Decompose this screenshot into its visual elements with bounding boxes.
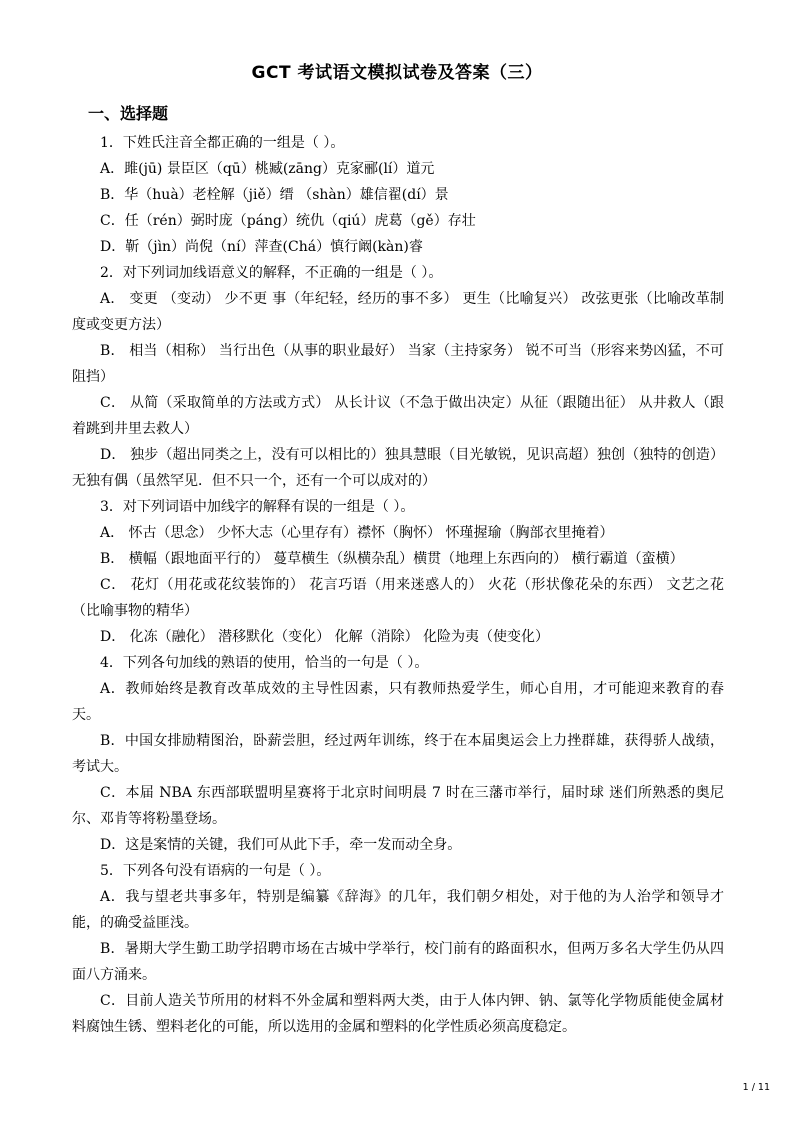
- option-line: B． 横幅（跟地面平行的） 蔓草横生（纵横杂乱）横贯（地理上东西向的） 横行霸道（蛮横）: [100, 551, 684, 567]
- option-line: A． 怀古（思念） 少怀大志（心里存有）襟怀（胸怀） 怀瑾握瑜（胸部衣里掩着）: [100, 525, 614, 541]
- option-line: B．华（huà）老栓解（jiě）缙 （shàn）雄信翟(dí）景: [100, 187, 449, 203]
- option-line: C．本届 NBA 东西部联盟明星赛将于北京时间明晨 7 时在三藩市举行，届时球 迷们所熟悉的奥尼尔、邓肯等将粉墨登场。: [72, 785, 724, 827]
- option-line: A．我与望老共事多年，特别是编纂《辞海》的几年，我们朝夕相处，对于他的为人治学和领导才能，的确受益匪浅。: [72, 889, 724, 931]
- question-line: 3．对下列词语中加线字的解释有误的一组是（ ）。: [100, 499, 415, 515]
- section-heading: 一、选择题: [88, 104, 169, 123]
- option-line: C．目前人造关节所用的材料不外金属和塑料两大类，由于人体内钾、钠、氯等化学物质能使金属材料腐蚀生锈、塑料老化的可能，所以选用的金属和塑料的化学性质必须高度稳定。: [72, 993, 724, 1035]
- option-line: D．这是案情的关键，我们可从此下手，牵一发而动全身。: [100, 837, 462, 853]
- option-line: D．靳（jìn）尚倪（ní）萍查(Chá）慎行阚(kàn)睿: [100, 239, 423, 255]
- document-title: GCT 考试语文模拟试卷及答案（三）: [251, 63, 543, 83]
- question-body: [72, 130, 724, 1040]
- question-line: 4．下列各句加线的熟语的使用，恰当的一句是（ ）。: [100, 655, 429, 671]
- option-line: C．任（rén）弼时庞（páng）统仇（qiú）虎葛（gě）存壮: [100, 213, 476, 229]
- option-line: C． 从简（采取简单的方法或方式） 从长计议（不急于做出决定）从征（跟随出征） 从井救人（跟着跳到井里去救人）: [72, 395, 724, 437]
- option-line: A．雎(jū) 景臣区（qū）桃臧(zāng）克家郦(lí）道元: [100, 161, 435, 177]
- option-line: B．中国女排励精图治，卧薪尝胆，经过两年训练，终于在本届奥运会上力挫群雄，获得骄人战绩，考试大。: [72, 733, 724, 775]
- option-line: D． 化冻（融化） 潜移默化（变化） 化解（消除） 化险为夷（使变化）: [100, 629, 550, 645]
- option-line: C． 花灯（用花或花纹装饰的） 花言巧语（用来迷惑人的） 火花（形状像花朵的东西） 文艺之花（比喻事物的精华）: [72, 577, 724, 619]
- option-line: B． 相当（相称） 当行出色（从事的职业最好） 当家（主持家务） 锐不可当（形容来势凶猛，不可阻挡）: [72, 343, 724, 385]
- question-line: 5．下列各句没有语病的一句是（ ）。: [100, 863, 331, 879]
- question-line: 2．对下列词加线语意义的解释，不正确的一组是（ ）。: [100, 265, 443, 281]
- option-line: D． 独步（超出同类之上，没有可以相比的）独具慧眼（目光敏锐，见识高超）独创（独特的创造）无独有偶（虽然罕见．但不只一个，还有一个可以成对的）: [72, 447, 724, 489]
- page-number: 1 / 11: [742, 1082, 770, 1093]
- option-line: A． 变更 （变动） 少不更 事（年纪轻，经历的事不多） 更生（比喻复兴） 改弦更张（比喻改革制度或变更方法）: [72, 291, 724, 333]
- option-line: B．暑期大学生勤工助学招聘市场在古城中学举行，校门前有的路面积水，但两万多名大学生仍从四面八方涌来。: [72, 941, 724, 983]
- option-line: A．教师始终是教育改革成效的主导性因素，只有教师热爱学生，师心自用，才可能迎来教育的春天。: [72, 681, 724, 723]
- question-line: 1．下姓氏注音全都正确的一组是（ ）。: [100, 135, 345, 151]
